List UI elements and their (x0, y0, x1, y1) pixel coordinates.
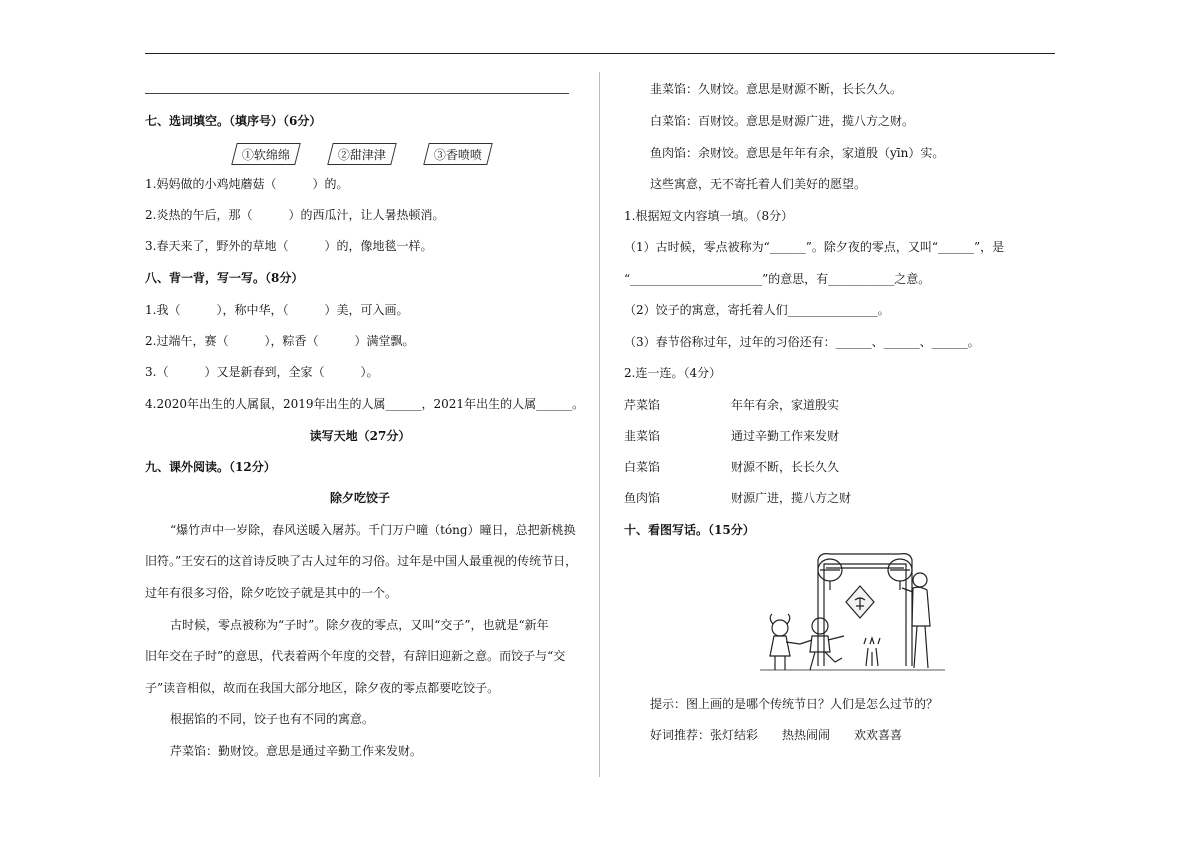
name-fill-line (145, 93, 569, 94)
spring-festival-illustration (760, 548, 945, 675)
match-left-2: 韭菜馅 (624, 429, 661, 443)
q9-1-line-4: （3）春节俗称过年，过年的习俗还有：______、______、______。 (624, 335, 980, 349)
q7-item-1: 1.妈妈做的小鸡炖蘑菇（ ）的。 (145, 177, 349, 191)
q9-2-title: 2.连一连。（4分） (624, 366, 722, 380)
q9-1-line-3: （2）饺子的寓意，寄托着人们_______________。 (624, 303, 890, 317)
q7-item-3: 3.春天来了，野外的草地（ ）的，像地毯一样。 (145, 239, 433, 253)
passage-line-5: 旧年交在子时”的意思，代表着两个年度的交替，有辞旧迎新之意。而饺子与“交 (145, 649, 566, 663)
q9-title: 九、课外阅读。（12分） (145, 460, 276, 474)
word-option-1: ①软绵绵 (231, 143, 300, 165)
match-right-4: 财源广进，揽八方之财 (731, 491, 852, 505)
match-right-3: 财源不断，长长久久 (731, 460, 840, 474)
passage-line-2: 旧符。”王安石的这首诗反映了古人过年的习俗。过年是中国人最重视的传统节日， (145, 554, 578, 568)
passage-line-7: 根据馅的不同，饺子也有不同的寓意。 (170, 712, 375, 726)
match-left-3: 白菜馅 (624, 460, 661, 474)
passage-line-4: 古时候，零点被称为“子时”。除夕夜的零点，又叫“交子”，也就是“新年 (170, 618, 549, 632)
match-left-4: 鱼肉馅 (624, 491, 661, 505)
passage-line-3: 过年有很多习俗，除夕吃饺子就是其中的一个。 (145, 586, 398, 600)
passage-title: 除夕吃饺子 (329, 491, 390, 505)
q10-title: 十、看图写话。（15分） (624, 523, 755, 537)
passage-line-9: 韭菜馅：久财饺。意思是财源不断，长长久久。 (650, 82, 903, 96)
q8-item-4: 4.2020年出生的人属鼠，2019年出生的人属______，2021年出生的人属______。 (145, 397, 585, 411)
passage-line-8: 芹菜馅：勤财饺。意思是通过辛勤工作来发财。 (170, 744, 423, 758)
q8-title: 八、背一背，写一写。（8分） (145, 271, 304, 285)
q8-item-3: 3.（ ）又是新春到，全家（ ）。 (145, 365, 379, 379)
passage-line-11: 鱼肉馅：余财饺。意思是年年有余，家道殷（yīn）实。 (650, 146, 945, 160)
word-option-3: ③香喷喷 (423, 143, 492, 165)
q8-item-2: 2.过端午，赛（ ），粽香（ ）满堂飘。 (145, 334, 415, 348)
match-right-1: 年年有余，家道殷实 (731, 398, 840, 412)
column-divider (599, 72, 600, 777)
match-left-1: 芹菜馅 (624, 398, 661, 412)
passage-line-1: “爆竹声中一岁除，春风送暖入屠苏。千门万户曈（tóng）曈日，总把新桃换 (170, 523, 576, 537)
q9-1-title: 1.根据短文内容填一填。（8分） (624, 209, 794, 223)
match-right-2: 通过辛勤工作来发财 (731, 429, 840, 443)
q10-words: 好词推荐：张灯结彩 热热闹闹 欢欢喜喜 (650, 728, 903, 742)
passage-line-6: 子”读音相似，故而在我国大部分地区，除夕夜的零点都要吃饺子。 (145, 681, 500, 695)
passage-line-12: 这些寓意，无不寄托着人们美好的愿望。 (650, 177, 867, 191)
q10-hint: 提示：图上画的是哪个传统节日？人们是怎么过节的？ (650, 697, 939, 711)
header-rule (145, 53, 1055, 54)
q9-1-line-2: “______________________”的意思，有___________之意。 (624, 272, 931, 286)
q7-item-2: 2.炎热的午后，那（ ）的西瓜汁，让人暑热顿消。 (145, 208, 445, 222)
word-option-2: ②甜津津 (327, 143, 396, 165)
q9-1-line-1: （1）古时候，零点被称为“______”。除夕夜的零点，又叫“______”，是 (624, 240, 1005, 254)
passage-line-10: 白菜馅：百财饺。意思是财源广进，揽八方之财。 (650, 114, 915, 128)
section-title: 读写天地（27分） (309, 429, 411, 443)
q7-title: 七、选词填空。（填序号）（6分） (145, 114, 322, 128)
q8-item-1: 1.我（ ），称中华，（ ）美，可入画。 (145, 303, 409, 317)
